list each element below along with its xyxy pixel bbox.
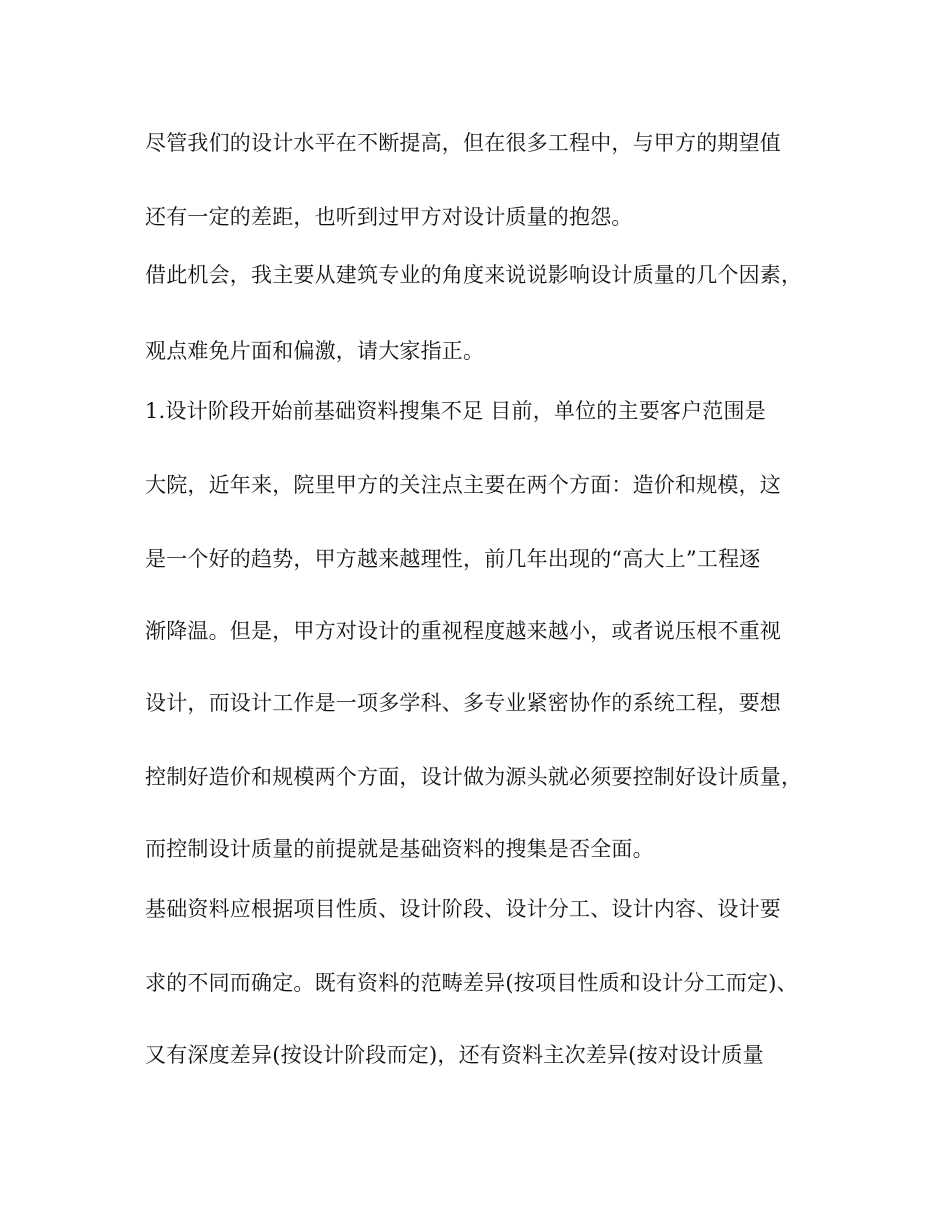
text-line: 借此机会，我主要从建筑专业的角度来说说影响设计质量的几个因素， (145, 263, 803, 287)
text-line: 1.设计阶段开始前基础资料搜集不足 目前，单位的主要客户范围是 (145, 399, 766, 423)
text-line: 观点难免片面和偏激，请大家指正。 (145, 339, 485, 363)
text-line: 基础资料应根据项目性质、设计阶段、设计分工、设计内容、设计要 (145, 897, 781, 921)
text-line: 尽管我们的设计水平在不断提高，但在很多工程中，与甲方的期望值 (145, 131, 781, 155)
text-line: 又有深度差异(按设计阶段而定)，还有资料主次差异(按对设计质量 (145, 1043, 764, 1067)
text-line: 渐降温。但是，甲方对设计的重视程度越来越小，或者说压根不重视 (145, 619, 781, 643)
text-line: 是一个好的趋势，甲方越来越理性，前几年出现的“高大上”工程逐 (145, 547, 761, 571)
text-line: 求的不同而确定。既有资料的范畴差异(按项目性质和设计分工而定)、 (145, 971, 798, 995)
text-line: 控制好造价和规模两个方面，设计做为源头就必须要控制好设计质量， (145, 765, 803, 789)
text-line: 而控制设计质量的前提就是基础资料的搜集是否全面。 (145, 837, 654, 861)
text-line: 还有一定的差距，也听到过甲方对设计质量的抱怨。 (145, 205, 633, 229)
text-line: 大院，近年来，院里甲方的关注点主要在两个方面：造价和规模，这 (145, 473, 781, 497)
text-line: 设计，而设计工作是一项多学科、多专业紧密协作的系统工程，要想 (145, 691, 781, 715)
